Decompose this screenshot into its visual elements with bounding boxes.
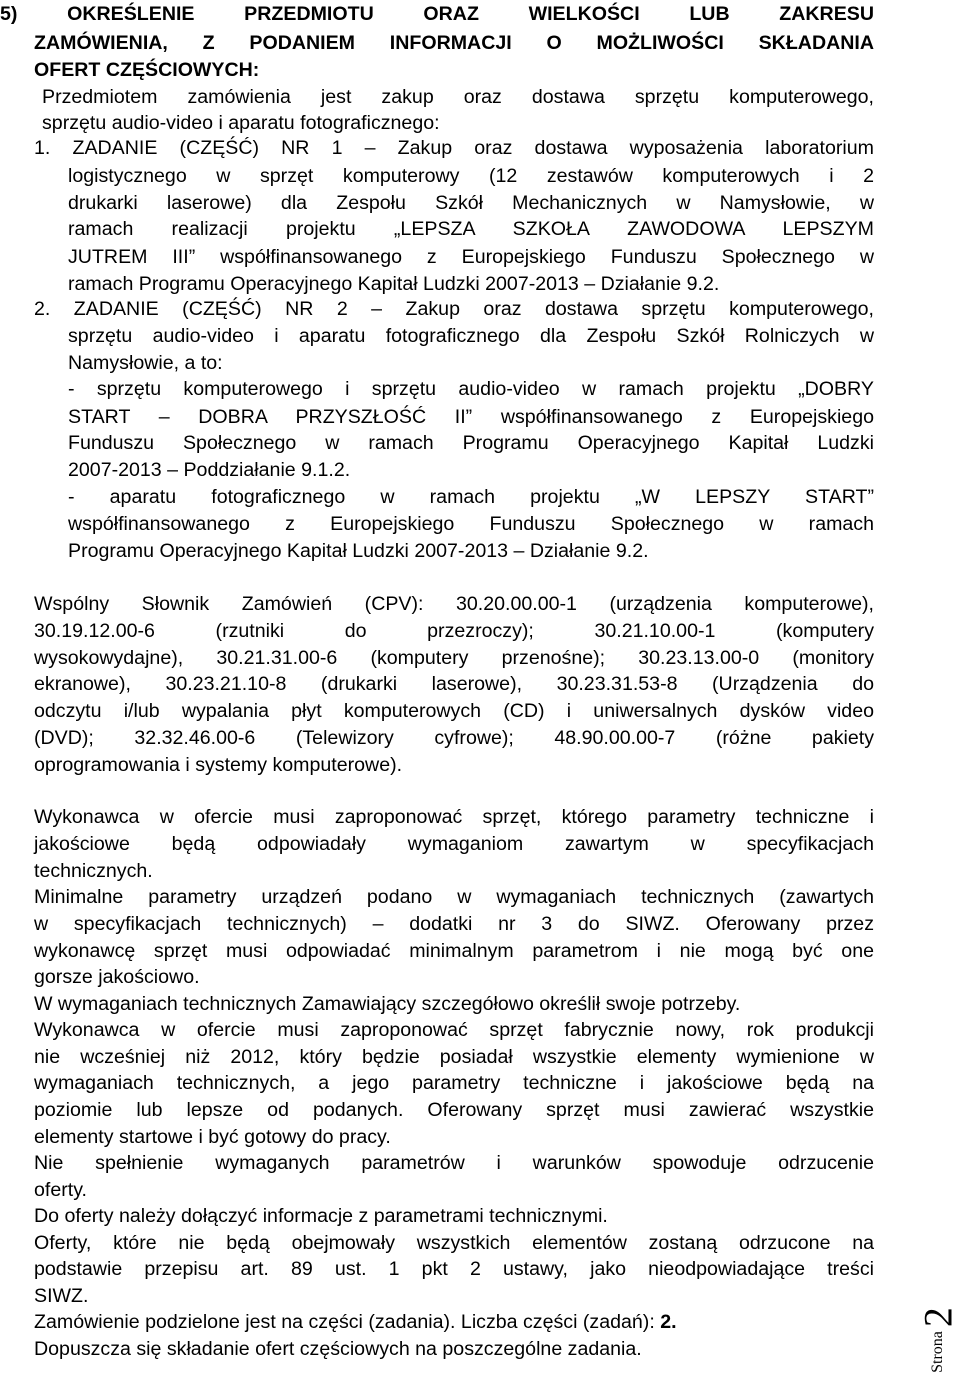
task-2-line-7: 2007-2013 – Poddziałanie 9.1.2. (68, 459, 351, 481)
body-line-16: Do oferty należy dołączyć informacje z parametrami technicznymi. (34, 1205, 608, 1227)
intro-line-1: Przedmiotem zamówienia jest zakup oraz dostawa sprzętu komputerowego, (42, 86, 874, 108)
body-line-7: gorsze jakościowo. (34, 966, 200, 988)
task-1-line-6: ramach Programu Operacyjnego Kapitał Ludzki 2007-2013 – Działanie 9.2. (68, 273, 720, 295)
body-line-18: podstawie przepisu art. 89 ust. 1 pkt 2 ustawy, jako nieodpowiadające treści (34, 1258, 874, 1280)
cpv-line-5: odczytu i/lub wypalania płyt komputerowych (CD) i uniwersalnych dysków video (34, 700, 874, 722)
body-line-3: technicznych. (34, 860, 153, 882)
task-1-line-4: ramach realizacji projektu „LEPSZA SZKOŁA ZAWODOWA LEPSZYM (68, 218, 874, 240)
task-2-line-8: - aparatu fotograficznego w ramach projektu „W LEPSZY START” (68, 486, 874, 508)
body-line-13: elementy startowe i być gotowy do pracy. (34, 1126, 391, 1148)
body-line-12: poziomie lub lepsze od podanych. Oferowany sprzęt musi zawierać wszystkie (34, 1099, 874, 1121)
intro-line-2: sprzętu audio-video i aparatu fotograficznego: (42, 112, 440, 134)
page-number: 2 (915, 1307, 960, 1328)
section-heading-line-3: OFERT CZĘŚCIOWYCH: (34, 59, 260, 81)
task-1-line-3: drukarki laserowe) dla Zespołu Szkół Mechanicznych w Namysłowie, w (68, 192, 874, 214)
body-line-11: wymaganiach technicznych, a jego parametry techniczne i jakościowe będą na (34, 1072, 874, 1094)
task-1-line-2: logistycznego w sprzęt komputerowy (12 zestawów komputerowych i 2 (68, 165, 874, 187)
body-line-6: wykonawcę sprzęt musi odpowiadać minimalnym parametrom i nie mogą być one (34, 940, 874, 962)
cpv-line-1: Wspólny Słownik Zamówień (CPV): 30.20.00.00-1 (urządzenia komputerowe), (34, 593, 874, 615)
cpv-line-2: 30.19.12.00-6 (rzutniki do przezroczy); 30.21.10.00-1 (komputery (34, 620, 874, 642)
body-line-10: nie wcześniej niż 2012, który będzie posiadał wszystkie elementy wymienione w (34, 1046, 874, 1068)
body-line-1: Wykonawca w ofercie musi zaproponować sprzęt, którego parametry techniczne i (34, 806, 874, 828)
page-label-word: Strona (929, 1331, 946, 1373)
section-heading-line-1: 5) OKREŚLENIE PRZEDMIOTU ORAZ WIELKOŚCI LUB ZAKRESU (0, 3, 874, 25)
partial-offers-line: Dopuszcza się składanie ofert częściowych na poszczególne zadania. (34, 1338, 642, 1360)
task-2-line-4: - sprzętu komputerowego i sprzętu audio-video w ramach projektu „DOBRY (68, 378, 874, 400)
body-line-5: w specyfikacjach technicznych) – dodatki nr 3 do SIWZ. Oferowany przez (34, 913, 874, 935)
body-line-15: oferty. (34, 1179, 87, 1201)
parts-count: 2. (660, 1311, 677, 1333)
parts-text: Zamówienie podzielone jest na części (zadania). Liczba części (zadań): (34, 1311, 661, 1333)
body-line-9: Wykonawca w ofercie musi zaproponować sprzęt fabrycznie nowy, rok produkcji (34, 1019, 874, 1041)
task-2-line-3: Namysłowie, a to: (68, 352, 223, 374)
cpv-line-3: wysokowydajne), 30.21.31.00-6 (komputery przenośne); 30.23.13.00-0 (monitory (34, 647, 874, 669)
task-1-line-1: 1. ZADANIE (CZĘŚĆ) NR 1 – Zakup oraz dostawa wyposażenia laboratorium (34, 137, 874, 159)
cpv-line-7: oprogramowania i systemy komputerowe). (34, 754, 403, 776)
body-line-2: jakościowe będą odpowiadały wymaganiom zawartym w specyfikacjach (34, 833, 874, 855)
body-line-19: SIWZ. (34, 1285, 89, 1307)
task-2-line-2: sprzętu audio-video i aparatu fotograficznego dla Zespołu Szkół Rolniczych w (68, 325, 874, 347)
body-line-4: Minimalne parametry urządzeń podano w wymaganiach technicznych (zawartych (34, 886, 874, 908)
section-heading-line-2: ZAMÓWIENIA, Z PODANIEM INFORMACJI O MOŻLIWOŚCI SKŁADANIA (34, 32, 874, 54)
task-2-line-9: współfinansowanego z Europejskiego Funduszu Społecznego w ramach (68, 513, 874, 535)
task-2-line-6: Funduszu Społecznego w ramach Programu Operacyjnego Kapitał Ludzki (68, 432, 874, 454)
parts-line (34, 1309, 677, 1335)
task-2-line-1: 2. ZADANIE (CZĘŚĆ) NR 2 – Zakup oraz dostawa sprzętu komputerowego, (34, 298, 874, 320)
body-line-17: Oferty, które nie będą obejmowały wszystkich elementów zostaną odrzucone na (34, 1232, 874, 1254)
task-1-line-5: JUTREM III” współfinansowanego z Europejskiego Funduszu Społecznego w (68, 246, 874, 268)
task-2-line-10: Programu Operacyjnego Kapitał Ludzki 2007-2013 – Działanie 9.2. (68, 540, 649, 562)
page-number-label (915, 1290, 960, 1390)
body-line-8: W wymaganiach technicznych Zamawiający szczegółowo określił swoje potrzeby. (34, 993, 741, 1015)
task-2-line-5: START – DOBRA PRZYSZŁOŚĆ II” współfinansowanego z Europejskiego (68, 406, 874, 428)
cpv-line-4: ekranowe), 30.23.21.10-8 (drukarki laserowe), 30.23.31.53-8 (Urządzenia do (34, 673, 874, 695)
body-line-14: Nie spełnienie wymaganych parametrów i warunków spowoduje odrzucenie (34, 1152, 874, 1174)
cpv-line-6: (DVD); 32.32.46.00-6 (Telewizory cyfrowe); 48.90.00.00-7 (różne pakiety (34, 727, 874, 749)
